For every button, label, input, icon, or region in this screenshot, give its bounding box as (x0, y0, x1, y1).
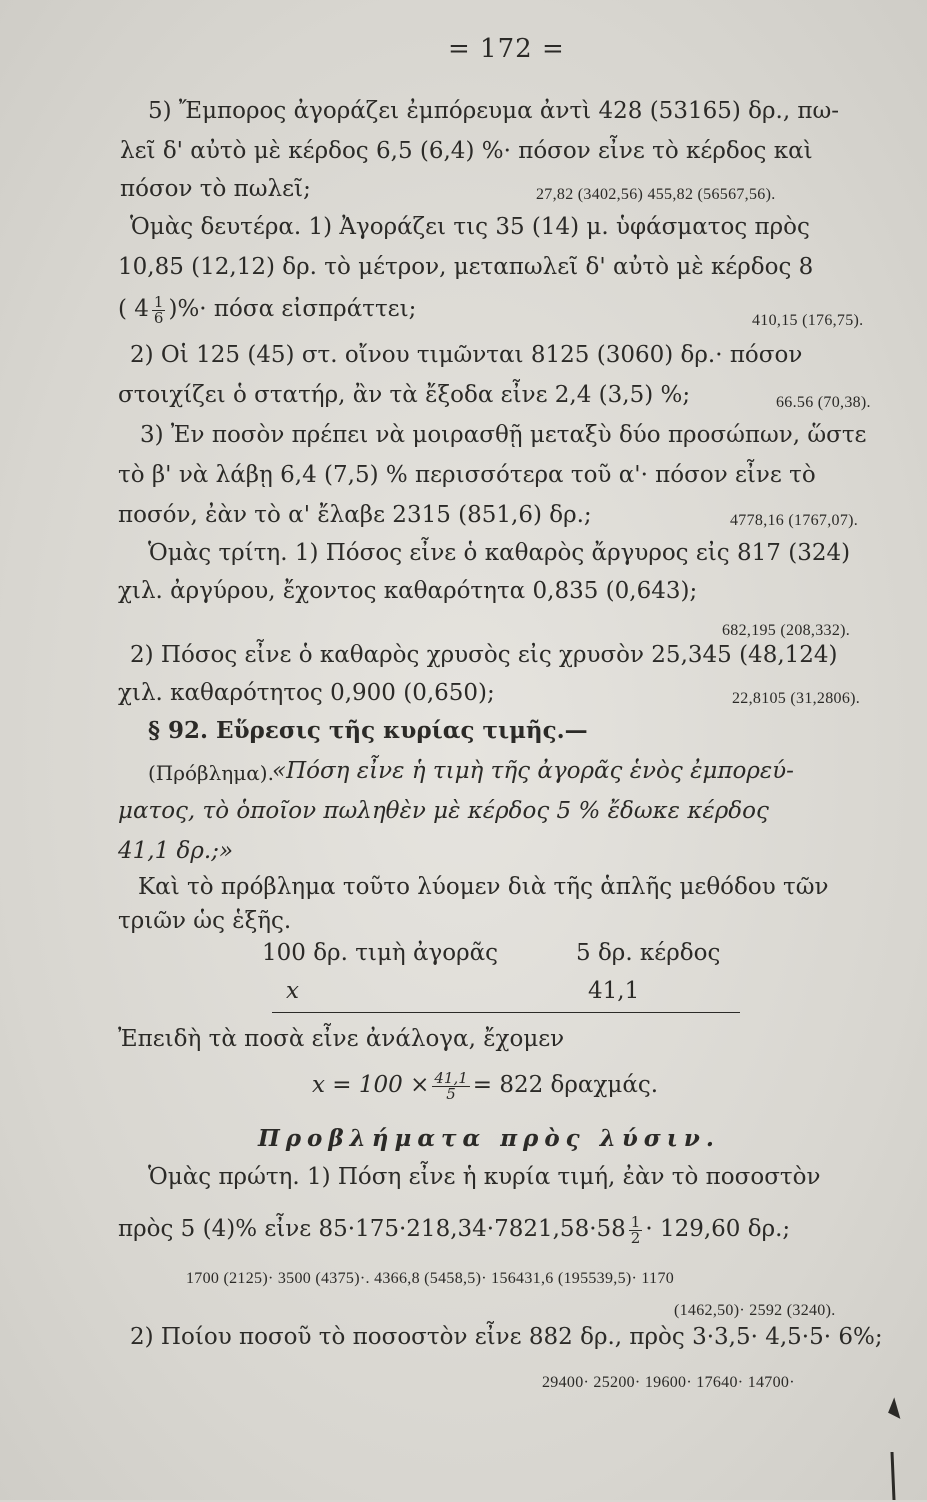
table-rule (272, 1012, 740, 1013)
text-line: 10,85 (12,12) δρ. τὸ μέτρον, μεταπωλεῖ δ' αὐτὸ μὲ κέρδος 8 (118, 254, 814, 280)
text-line: λεῖ δ' αὐτὸ μὲ κέρδος 6,5 (6,4) %· πόσον εἶνε τὸ κέρδος καὶ (120, 138, 813, 164)
answer: 66.56 (70,38). (776, 394, 871, 411)
text-line: 2) Οἱ 125 (45) στ. οἴνου τιμῶνται 8125 (3060) δρ.· πόσον (130, 342, 803, 368)
rule-of-three-left: 100 δρ. τιμὴ ἀγορᾶς (262, 940, 499, 966)
answer: 1700 (2125)· 3500 (4375)·. 4366,8 (5458,5)· 156431,6 (195539,5)· 1170 (186, 1270, 675, 1287)
text-line: )%· πόσα εἰσπράττει; (168, 296, 417, 322)
problems-heading: Προβλήματα πρὸς λύσιν. (258, 1125, 720, 1152)
fraction-denominator: 5 (446, 1084, 456, 1103)
text-line: 2) Ποίου ποσοῦ τὸ ποσοστὸν εἶνε 882 δρ., πρὸς 3·3,5· 4,5·5· 6%; (130, 1324, 883, 1350)
given-profit: 41,1 (588, 978, 640, 1004)
text-line: 2) Πόσος εἶνε ὁ καθαρὸς χρυσὸς εἰς χρυσὸν 25,345 (48,124) (130, 642, 838, 668)
text-line: 5) Ἔμπορος ἀγοράζει ἐμπόρευμα ἀντὶ 428 (53165) δρ., πω- (148, 98, 840, 124)
fraction-denominator: 2 (630, 1228, 641, 1247)
answer: 682,195 (208,332). (722, 622, 851, 639)
equation-fraction (432, 1068, 469, 1103)
answer: 22,8105 (31,2806). (732, 690, 861, 707)
binding-mark (880, 1392, 910, 1502)
fraction-numerator: 1 (630, 1212, 641, 1231)
text-line: χιλ. ἀργύρου, ἔχοντος καθαρότητα 0,835 (0,643); (118, 578, 698, 604)
fraction-denominator: 6 (153, 308, 164, 327)
text-line: 3) Ἐν ποσὸν πρέπει νὰ μοιρασθῇ μεταξὺ δύο προσώπων, ὥστε (140, 422, 867, 448)
text-line: χιλ. καθαρότητος 0,900 (0,650); (118, 680, 495, 706)
equation (312, 1070, 658, 1102)
problem-label: (Πρόβλημα). (148, 761, 274, 785)
text-line: Ὁμὰς δευτέρα. 1) Ἀγοράζει τις 35 (14) μ. ὑφάσματος πρὸς (130, 214, 810, 240)
fraction-numerator: 41,1 (434, 1068, 468, 1087)
text-line: Ὁμὰς τρίτη. 1) Πόσος εἶνε ὁ καθαρὸς ἄργυρος εἰς 817 (324) (148, 540, 851, 566)
equation-right: = 822 δραχμάς. (472, 1072, 659, 1098)
text-line: Ὁμὰς πρώτη. 1) Πόση εἶνε ἡ κυρία τιμή, ἐὰν τὸ ποσοστὸν (148, 1164, 821, 1190)
text-line: πρὸς 5 (4)% εἶνε 85·175·218,34·7821,58·58 (118, 1216, 626, 1242)
page-number: = 172 = (448, 34, 565, 64)
paren-open: ( 4 (118, 296, 149, 322)
answer: 27,82 (3402,56) 455,82 (56567,56). (536, 186, 776, 203)
fraction-numerator: 1 (153, 292, 164, 311)
unknown-x: x (286, 978, 299, 1004)
text-line: πόσον τὸ πωλεῖ; (120, 176, 311, 202)
text-line: στοιχίζει ὁ στατήρ, ἂν τὰ ἔξοδα εἶνε 2,4 (3,5) %; (118, 382, 691, 408)
answer: 410,15 (176,75). (752, 312, 864, 329)
section-title: § 92. Εὕρεσις τῆς κυρίας τιμῆς.— (148, 717, 588, 744)
problem-statement: 41,1 δρ.;» (118, 838, 234, 864)
equation-left: x = 100 × (312, 1072, 430, 1098)
text-line: τριῶν ὡς ἑξῆς. (118, 908, 292, 934)
problem-statement: «Πόση εἶνε ἡ τιμὴ τῆς ἀγορᾶς ἑνὸς ἐμπορεύ- (272, 758, 794, 784)
rule-of-three-right: 5 δρ. κέρδος (576, 940, 721, 966)
fraction (629, 1212, 643, 1247)
text-line: ποσόν, ἐὰν τὸ α' ἔλαβε 2315 (851,6) δρ.; (118, 502, 592, 528)
answer: 29400· 25200· 19600· 17640· 14700· (542, 1374, 795, 1391)
text-line: τὸ β' νὰ λάβῃ 6,4 (7,5) % περισσότερα τοῦ α'· πόσον εἶνε τὸ (118, 462, 816, 488)
text-line: Ἐπειδὴ τὰ ποσὰ εἶνε ἀνάλογα, ἔχομεν (118, 1026, 565, 1052)
text-line: Καὶ τὸ πρόβλημα τοῦτο λύομεν διὰ τῆς ἁπλῆς μεθόδου τῶν (138, 874, 829, 900)
answer: 4778,16 (1767,07). (730, 512, 859, 529)
exercise-line (118, 1214, 790, 1246)
problem-statement: ματος, τὸ ὁποῖον πωληθὲν μὲ κέρδος 5 % ἔδωκε κέρδος (118, 798, 769, 824)
answer: (1462,50)· 2592 (3240). (674, 1302, 836, 1319)
text-line: · 129,60 δρ.; (645, 1216, 791, 1242)
mixed-number (118, 294, 416, 326)
fraction (152, 292, 166, 327)
